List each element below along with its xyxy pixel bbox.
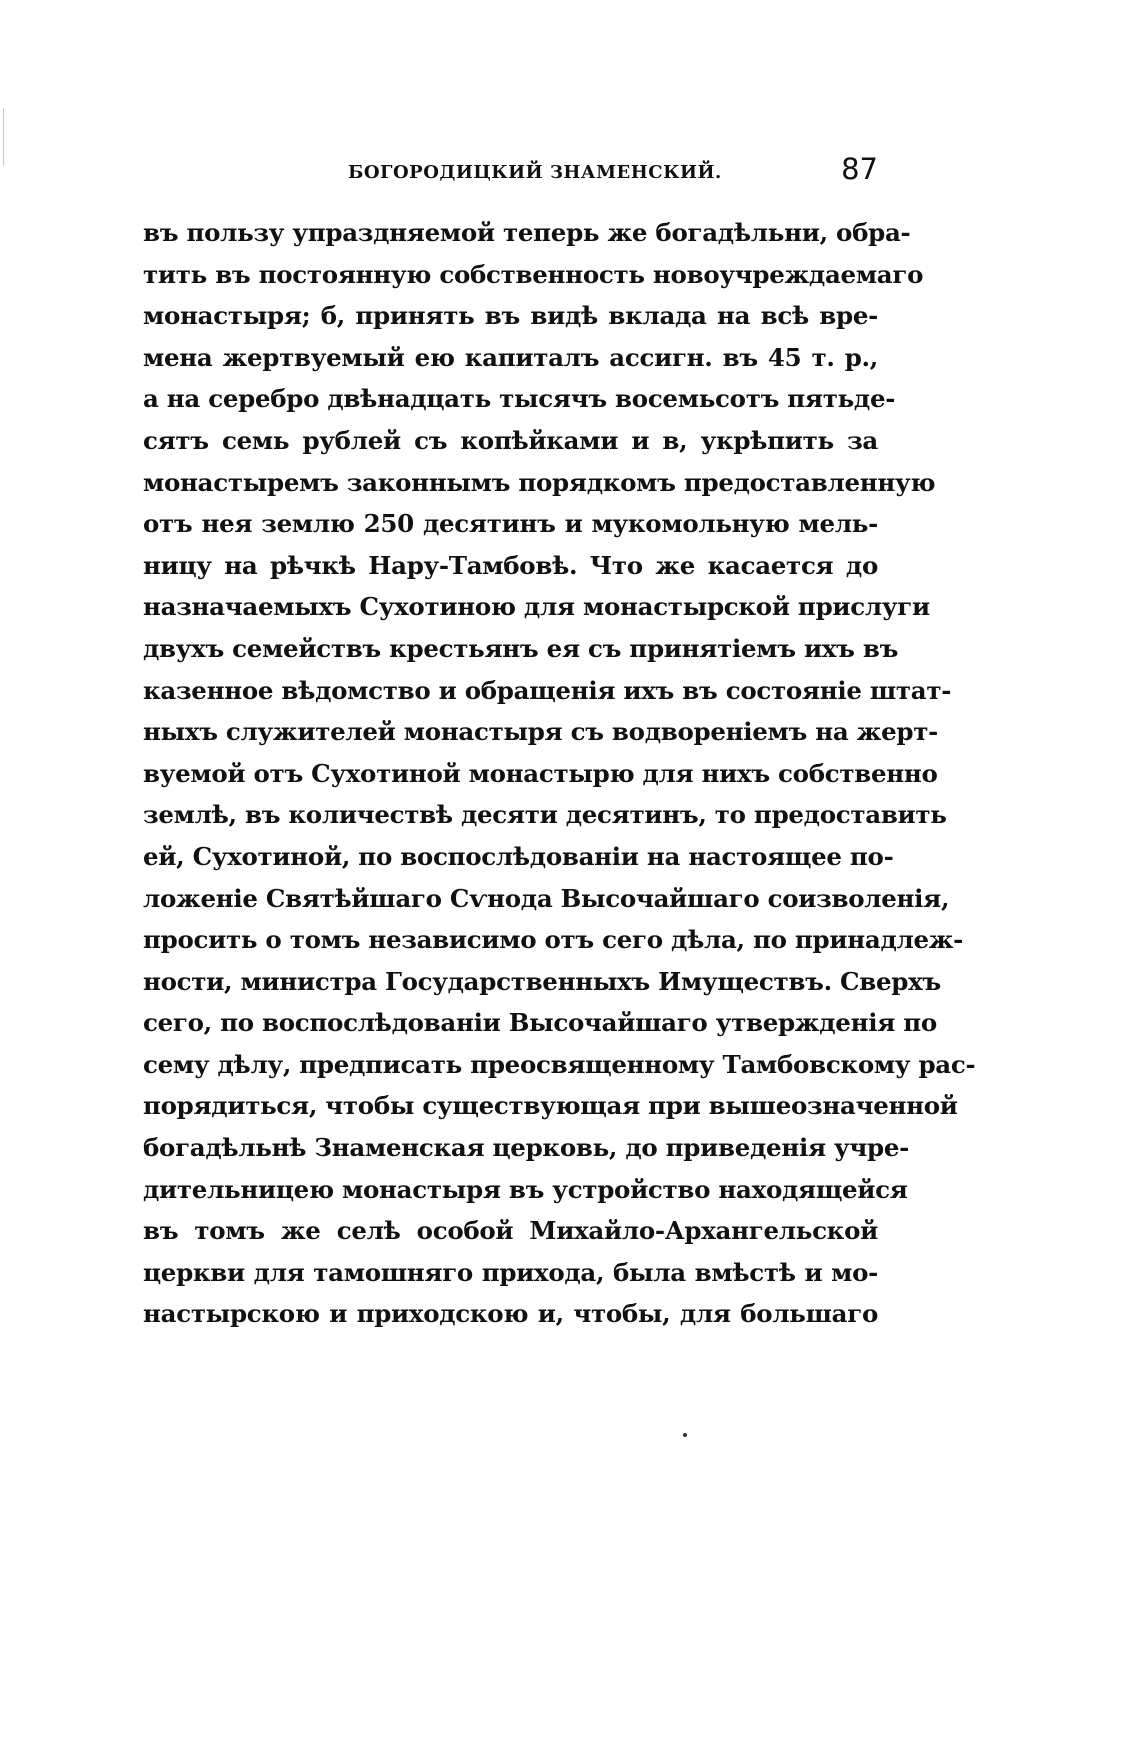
text-line: настырскою и приходскою и, чтобы, для большаго [143, 1299, 878, 1329]
text-line: ей, Сухотиной, по воспослѣдованіи на настоящее по- [143, 841, 894, 871]
text-line: въ томъ же селѣ особой Михайло-Архангельской [143, 1216, 878, 1246]
text-line: монастыремъ законнымъ порядкомъ предоставленную [143, 467, 936, 497]
text-line: монастыря; б, принять въ видѣ вклада на всѣ вре- [143, 301, 878, 331]
text-line: вуемой отъ Сухотиной монастырю для нихъ собственно [143, 758, 938, 788]
text-line: сему дѣлу, предписать преосвященному Тамбовскому рас- [143, 1049, 976, 1079]
text-line: въ пользу упраздняемой теперь же богадѣльни, обра- [143, 218, 911, 247]
text-line: тить въ постоянную собственность новоучреждаемаго [143, 259, 924, 289]
text-line: дительницею монастыря въ устройство находящейся [143, 1174, 908, 1204]
body-text [143, 212, 976, 1335]
text-line: ности, министра Государственныхъ Имуществъ. Сверхъ [143, 966, 941, 996]
ink-speck [683, 1433, 687, 1437]
margin-rule [3, 108, 4, 166]
text-line: просить о томъ независимо отъ сего дѣла, по принадлеж- [143, 925, 964, 955]
text-line: сятъ семь рублей съ копѣйками и в, укрѣпить за [143, 425, 878, 455]
text-line: церкви для тамошняго прихода, была вмѣстѣ и мо- [143, 1257, 878, 1287]
text-line: казенное вѣдомство и обращенія ихъ въ состояніе штат- [143, 675, 952, 705]
text-line: двухъ семействъ крестьянъ ея съ принятіемъ ихъ въ [143, 633, 899, 663]
text-line: ницу на рѣчкѣ Нару-Тамбовѣ. Что же касается до [143, 550, 878, 580]
text-line: землѣ, въ количествѣ десяти десятинъ, то предоставить [143, 800, 947, 830]
page-number: 87 [841, 152, 878, 186]
text-line: ложеніе Святѣйшаго Сѵнода Высочайшаго соизволенія, [143, 883, 950, 913]
text-line: ныхъ служителей монастыря съ водвореніемъ на жерт- [143, 717, 938, 747]
text-line: назначаемыхъ Сухотиною для монастырской прислуги [143, 592, 930, 622]
text-line: а на серебро двѣнадцать тысячъ восемьсотъ пятьде- [143, 384, 896, 414]
running-title: БОГОРОДИЦКИЙ ЗНАМЕНСКИЙ. [348, 162, 722, 183]
page-header [143, 152, 878, 192]
text-line: богадѣльнѣ Знаменская церковь, до приведенія учре- [143, 1133, 910, 1163]
text-line: порядиться, чтобы существующая при вышеозначенной [143, 1091, 958, 1121]
text-line: мена жертвуемый ею капиталъ ассигн. въ 45 т. р., [143, 342, 878, 372]
text-line: отъ нея землю 250 десятинъ и мукомольную мель- [143, 509, 878, 539]
text-line: сего, по воспослѣдованіи Высочайшаго утвержденія по [143, 1008, 937, 1038]
